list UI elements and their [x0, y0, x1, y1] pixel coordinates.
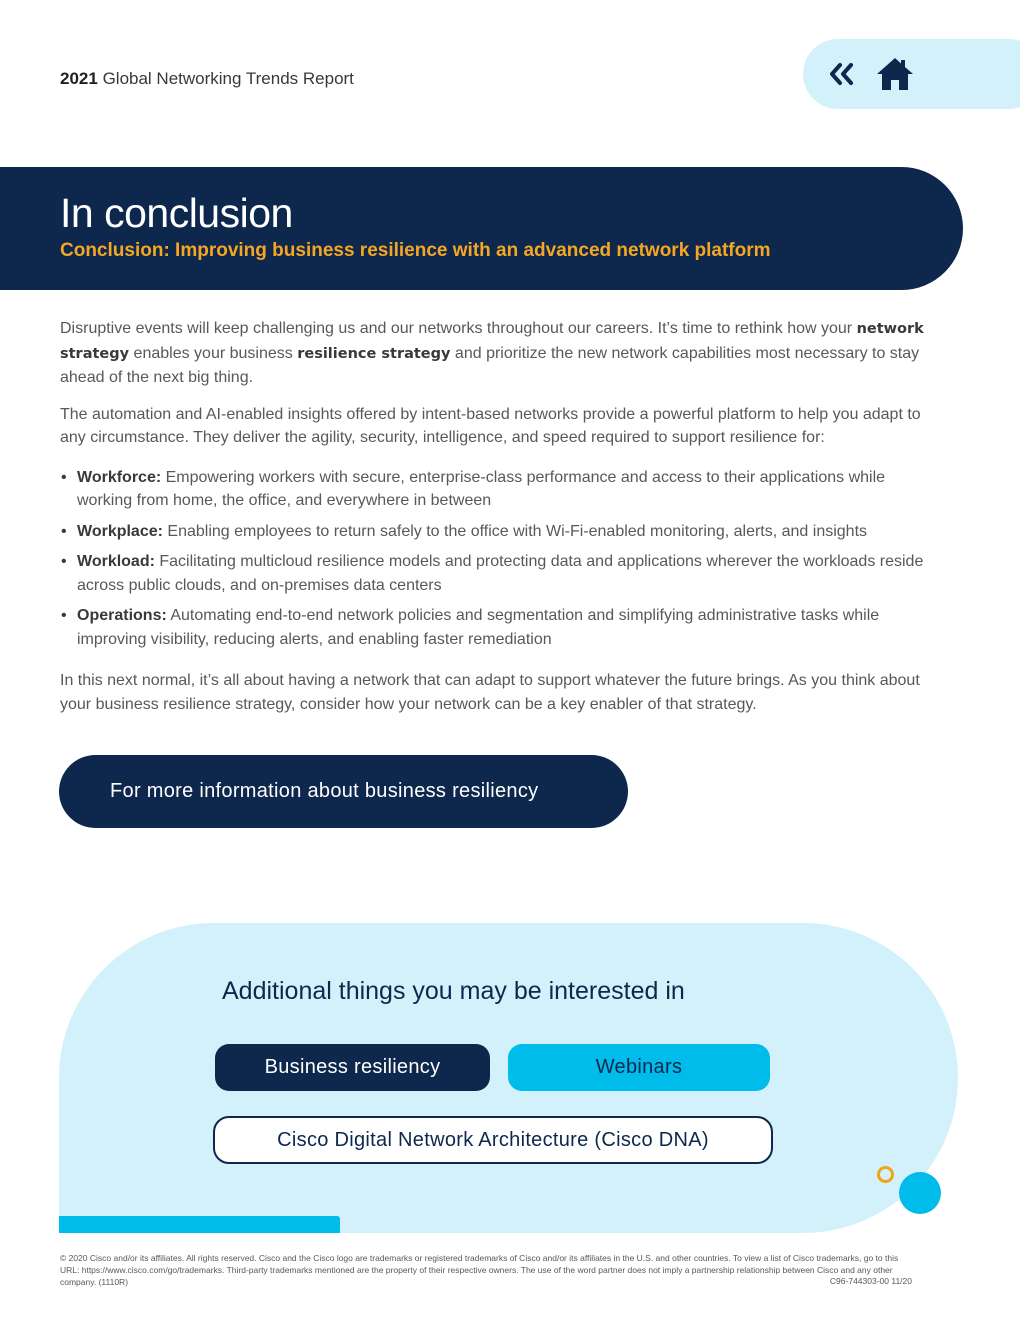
paragraph-1: [60, 317, 940, 390]
paragraph-3: In this next normal, it’s all about having a network that can adapt to support whatever the future brings. As you think about your business resilience strategy, consider how your network can be a key enabler of that strategy.: [60, 672, 920, 713]
report-title: [60, 69, 354, 89]
decorative-bar: [59, 1216, 340, 1233]
list-item-text: Facilitating multicloud resilience models and protecting data and applications wherever the workloads reside across public clouds, and on-premises data centers: [77, 553, 924, 594]
related-content-title: Additional things you may be interested in: [222, 977, 685, 1005]
p1-text-a: Disruptive events will keep challenging us and our networks throughout our careers. It’s time to rethink how your: [60, 320, 857, 337]
list-item-label: Workload:: [77, 553, 155, 570]
list-item-label: Workplace:: [77, 522, 163, 540]
list-item: [60, 520, 940, 544]
network-strategy-link[interactable]: network strategy: [60, 321, 924, 362]
list-item-label: Workforce:: [77, 468, 162, 486]
list-item-text: Empowering workers with secure, enterprise-class performance and access to their applications while working from home, the office, and everywhere in between: [77, 468, 886, 509]
resilience-list: [60, 466, 940, 652]
business-resiliency-button[interactable]: Business resiliency: [215, 1044, 490, 1091]
list-item: [60, 466, 940, 513]
list-item-label: Operations:: [77, 607, 167, 624]
legal-footer: © 2020 Cisco and/or its affiliates. All rights reserved. Cisco and the Cisco logo are trademarks or registered trademarks of Cisco and/or its affiliates in the U.S. and other countries. To view a list of Cisco trademarks, go to this URL: https://www.cisco.com/go/trademarks. Third-party trademarks mentioned are the property of their respective owners. The use of the word partner does not imply a partnership relationship between Cisco and any other company. (1110R): [60, 1253, 899, 1287]
list-item-text: Enabling employees to return safely to the office with Wi-Fi-enabled monitoring, alerts, and insights: [162, 522, 868, 540]
p1-text-c: and prioritize the new network capabilities most necessary to stay ahead of the next big thing.: [60, 344, 920, 386]
report-year: 2021: [60, 69, 98, 88]
p1-text-b: enables your business: [129, 344, 298, 362]
paragraph-2: The automation and AI-enabled insights offered by intent-based networks provide a powerful platform to help you adapt to any circumstance. They deliver the agility, security, intelligence, and speed required to support resilience for:: [60, 405, 921, 446]
cisco-dna-button[interactable]: Cisco Digital Network Architecture (Cisco DNA): [213, 1116, 773, 1164]
webinars-button[interactable]: Webinars: [508, 1044, 770, 1091]
page-subtitle: Conclusion: Improving business resilience with an advanced network platform: [60, 240, 771, 261]
business-resiliency-info-button[interactable]: For more information about business resiliency: [59, 755, 628, 828]
list-item: [60, 550, 940, 597]
home-icon[interactable]: [876, 56, 914, 92]
double-chevron-left-icon[interactable]: [826, 58, 858, 90]
main-content: [60, 317, 940, 729]
list-item: [60, 604, 940, 651]
decorative-dot: [899, 1172, 941, 1214]
list-item-text: Automating end-to-end network policies and segmentation and simplifying administrative tasks while improving visibility, reducing alerts, and enabling faster remediation: [77, 607, 880, 648]
resilience-strategy-link[interactable]: resilience strategy: [297, 345, 451, 362]
document-code: C96-744303-00 11/20: [829, 1276, 912, 1286]
page-title: In conclusion: [60, 190, 293, 236]
decorative-ring: [877, 1166, 894, 1183]
report-name: Global Networking Trends Report: [102, 69, 354, 88]
